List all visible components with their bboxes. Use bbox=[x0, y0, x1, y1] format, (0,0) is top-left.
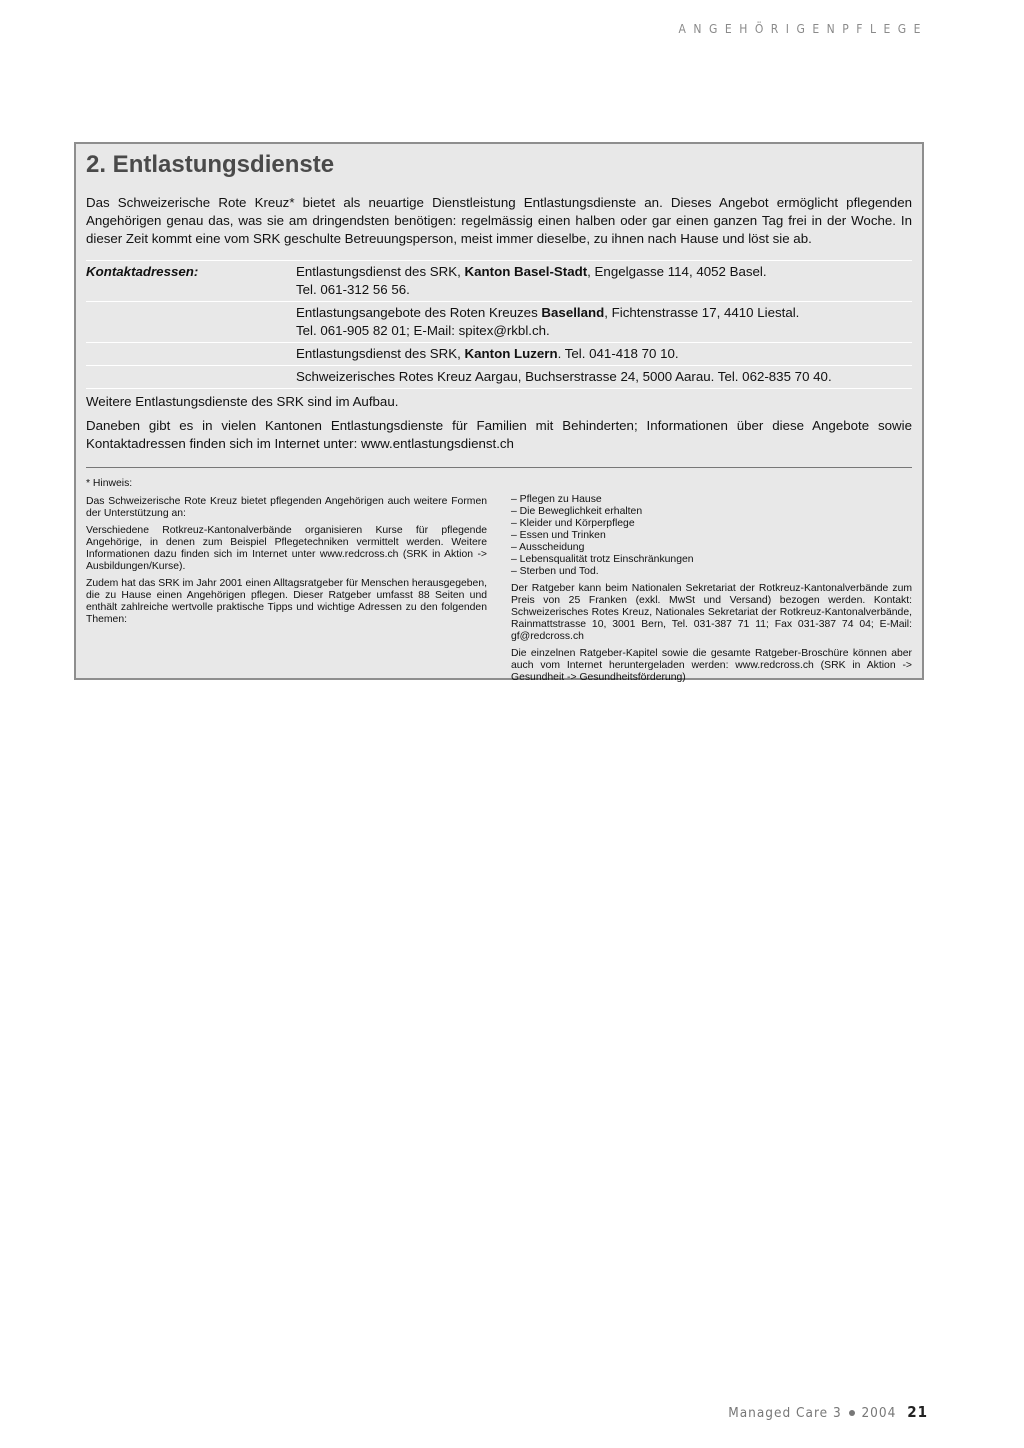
page-number: 21 bbox=[907, 1403, 928, 1421]
footnote-paragraph: Der Ratgeber kann beim Nationalen Sekretariat der Rotkreuz-Kantonalverbände zum Preis von 25 Franken (exkl. MwSt und Versand) bezogen werden. Kontakt: Schweizerisches Rotes Kreuz, Nationales Sekretariat der Rotkreuz-Kantonalverbände, Rainmattstrasse 10, 3001 Bern, Tel. 031-387 71 11; Fax 031-387 74 04; E-Mail: gf@redcross.ch bbox=[511, 583, 912, 642]
list-item: – Sterben und Tod. bbox=[511, 566, 599, 577]
contact-row: Entlastungsangebote des Roten Kreuzes Baselland, Fichtenstrasse 17, 4410 Liestal. Tel. 061-905 82 01; E-Mail: spitex@rkbl.ch. bbox=[86, 302, 912, 343]
footnote-columns bbox=[86, 474, 912, 689]
footnote-paragraph: Verschiedene Rotkreuz-Kantonalverbände organisieren Kurse für pflegende Angehörige, in denen zum Beispiel Pflegetechniken vermittelt werden. Weitere Informationen dazu finden sich im Internet unter www.redcross.ch (SRK in Aktion -> Ausbildungen/Kurse). bbox=[86, 525, 487, 572]
list-item: – Ausscheidung bbox=[511, 542, 585, 553]
contact-canton: Kanton Basel-Stadt bbox=[464, 264, 588, 279]
magazine-name: Managed Care bbox=[728, 1405, 829, 1421]
disabled-services-info: Daneben gibt es in vielen Kantonen Entlastungsdienste für Familien mit Behinderten; Informationen über diese Angebote sowie Kontaktadressen finden sich im Internet unter: www.entlastungsdienst.ch bbox=[86, 418, 912, 451]
footnote-paragraph: Zudem hat das SRK im Jahr 2001 einen Alltagsratgeber für Menschen herausgegeben, die zu Hause einen Angehörigen pflegen. Dieser Ratgeber umfasst 88 Seiten und enthält zahlreiche wertvolle praktische Tipps und wichtige Adressen zu den folgenden Themen: bbox=[86, 578, 487, 625]
bullet-icon bbox=[849, 1410, 855, 1416]
issue-year: 2004 bbox=[861, 1405, 897, 1421]
footnote-right-column bbox=[511, 474, 912, 689]
list-item: – Kleider und Körperpflege bbox=[511, 518, 635, 529]
footnote-paragraph: Das Schweizerische Rote Kreuz bietet pflegenden Angehörigen auch weitere Formen der Unterstützung an: bbox=[86, 496, 487, 519]
box-title: 2. Entlastungsdienste bbox=[86, 151, 335, 178]
contacts-table bbox=[86, 260, 912, 389]
contact-canton: Kanton Luzern bbox=[464, 346, 558, 361]
list-item: – Essen und Trinken bbox=[511, 530, 606, 541]
list-item: – Lebensqualität trotz Einschränkungen bbox=[511, 554, 694, 565]
page-footer bbox=[728, 1403, 928, 1421]
further-services: Weitere Entlastungsdienste des SRK sind im Aufbau. bbox=[86, 394, 399, 409]
contact-row: Entlastungsdienst des SRK, Kanton Luzern. Tel. 041-418 70 10. bbox=[86, 343, 912, 366]
list-item: – Die Beweglichkeit erhalten bbox=[511, 506, 643, 517]
info-box bbox=[74, 142, 924, 683]
list-item: – Pflegen zu Hause bbox=[511, 494, 602, 505]
topic-list bbox=[511, 494, 912, 578]
hinweis-label: * Hinweis: bbox=[86, 478, 133, 489]
contacts-label: Kontaktadressen: bbox=[86, 264, 199, 279]
footnote-left-column bbox=[86, 474, 487, 689]
issue-number: 3 bbox=[833, 1405, 842, 1421]
contact-canton: Baselland bbox=[541, 305, 605, 320]
contact-row: Kontaktadressen: Entlastungsdienst des SRK, Kanton Basel-Stadt, Engelgasse 114, 4052 Basel. Tel. 061-312 56 56. bbox=[86, 261, 912, 302]
divider bbox=[86, 467, 912, 468]
running-head: ANGEHÖRIGENPFLEGE bbox=[678, 22, 928, 36]
footnote-paragraph: Die einzelnen Ratgeber-Kapitel sowie die gesamte Ratgeber-Broschüre können aber auch vom Internet heruntergeladen werden: www.redcross.ch (SRK in Aktion -> Gesundheit -> Gesundheitsförderung) bbox=[511, 648, 912, 683]
contact-row: Schweizerisches Rotes Kreuz Aargau, Buchserstrasse 24, 5000 Aarau. Tel. 062-835 70 40. bbox=[86, 366, 912, 389]
intro-paragraph: Das Schweizerische Rote Kreuz* bietet als neuartige Dienstleistung Entlastungsdienste an. Dieses Angebot ermöglicht pflegenden Angehörigen genau das, was sie am dringendsten benötigen: regelmässig einen halben oder gar einen ganzen Tag frei in der Woche. In dieser Zeit kommt eine vom SRK geschulte Betreuungsperson, meist immer dieselbe, zu ihnen nach Hause und löst sie ab. bbox=[86, 195, 912, 246]
